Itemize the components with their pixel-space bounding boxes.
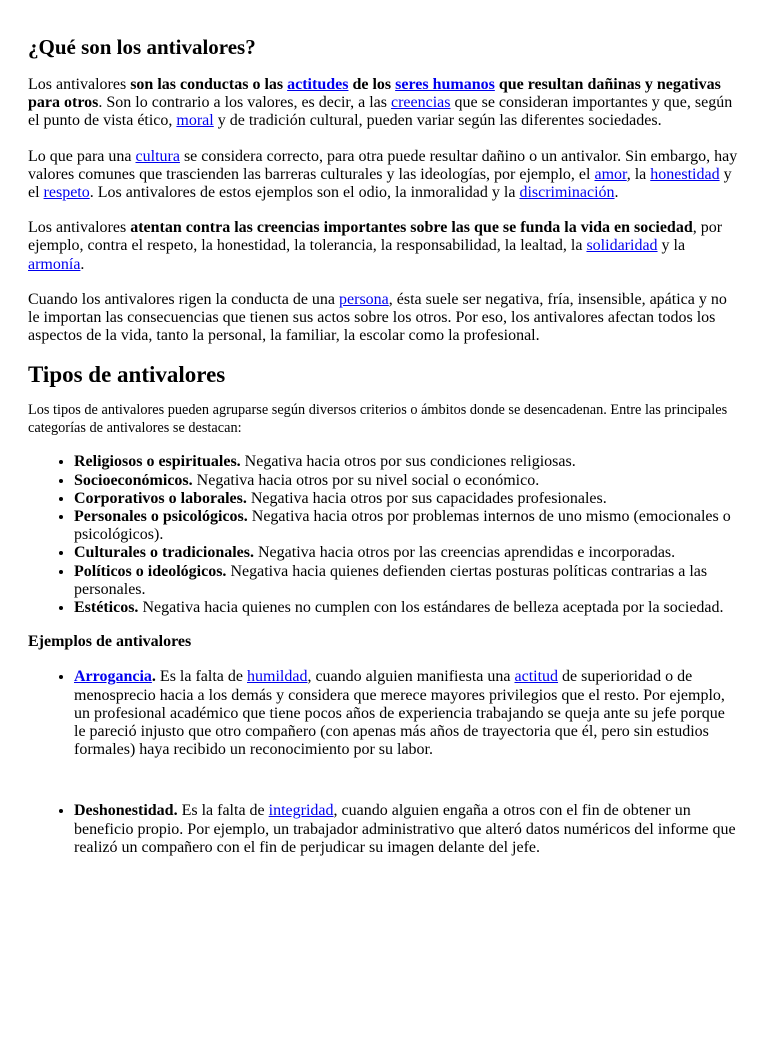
- link-seres-humanos[interactable]: seres humanos: [395, 76, 495, 93]
- list-item: • Socioeconómicos. Negativa hacia otros por su nivel social o económico.: [74, 472, 740, 490]
- paragraph-definition: Los antivalores son las conductas o las actitudes de los seres humanos que resultan dañinas y negativas para otros. Son lo contrario a los valores, es decir, a las creencias que se consideran importantes y que, según el punto de vista ético, moral y de tradición cultural, pueden variar según las diferentes sociedades.: [28, 76, 733, 130]
- list-item: • Estéticos. Negativa hacia quienes no cumplen con los estándares de belleza aceptada por la sociedad.: [74, 599, 740, 617]
- list-item: • Políticos o ideológicos. Negativa hacia quienes defienden ciertas posturas políticas contrarias a las personales.: [74, 563, 740, 599]
- link-creencias[interactable]: creencias: [390, 94, 451, 112]
- link-solidaridad[interactable]: solidaridad: [586, 237, 658, 255]
- link-humildad[interactable]: humildad: [247, 668, 308, 686]
- examples-list-2: [28, 802, 740, 857]
- list-item: • Personales o psicológicos. Negativa hacia otros por problemas internos de uno mismo (emocionales o psicológicos).: [74, 508, 740, 544]
- examples-list: [28, 668, 740, 759]
- list-item: • Culturales o tradicionales. Negativa hacia otros por las creencias aprendidas e incorporadas.: [74, 544, 740, 562]
- link-integridad[interactable]: integridad: [268, 802, 334, 820]
- types-intro: Los tipos de antivalores pueden agruparse según diversos criterios o ámbitos donde se desencadenan. Entre las principales categorías de antivalores se destacan:: [28, 402, 728, 436]
- example-arrogancia: • Arrogancia. Es la falta de humildad, cuando alguien manifiesta una actitud de superioridad o de menosprecio hacia a los demás y considera que merece mayores privilegios que el resto. Por ejemplo, un profesional académico que tiene pocos años de experiencia trabajando se queja ante su jefe porque le pareció injusto que otro compañero (con apenas más años de trayectoria que él, pero sin estudios formales) haya recibido un reconocimiento por su labor.: [74, 668, 740, 759]
- paragraph-culture: Lo que para una cultura se considera correcto, para otra puede resultar dañino o un antivalor. Sin embargo, hay valores comunes que trascienden las barreras culturales y las ideologías, por ejemplo, el amor, la honestidad y el respeto. Los antivalores de estos ejemplos son el odio, la inmoralidad y la discriminación.: [28, 147, 738, 202]
- link-cultura[interactable]: cultura: [135, 147, 180, 165]
- link-actitudes[interactable]: actitudes: [287, 76, 349, 93]
- link-discriminacion[interactable]: discriminación: [519, 184, 615, 202]
- link-moral[interactable]: moral: [176, 112, 214, 130]
- link-actitud[interactable]: actitud: [514, 668, 559, 686]
- link-honestidad[interactable]: honestidad: [650, 165, 720, 183]
- example-deshonestidad: • Deshonestidad. Es la falta de integridad, cuando alguien engaña a otros con el fin de obtener un beneficio propio. Por ejemplo, un trabajador administrativo que alteró datos numéricos del informe que realizó un compañero con el fin de perjudicar su imagen delante del jefe.: [74, 802, 740, 857]
- section-heading-tipos: Tipos de antivalores: [28, 362, 226, 388]
- paragraph-society: Los antivalores atentan contra las creencias importantes sobre las que se funda la vida en sociedad, por ejemplo, contra el respeto, la honestidad, la tolerancia, la responsabilidad, la lealtad, la solidaridad y la armonía.: [28, 219, 723, 273]
- link-respeto[interactable]: respeto: [43, 184, 90, 202]
- examples-heading: Ejemplos de antivalores: [28, 633, 192, 651]
- paragraph-conduct: Cuando los antivalores rigen la conducta de una persona, ésta suele ser negativa, fría, insensible, apática y no le importan las consecuencias que tienen sus actos sobre los otros. Por eso, los antivalores afectan todos los aspectos de la vida, tanto la personal, la familiar, la escolar como la profesional.: [28, 290, 727, 345]
- list-item: • Corporativos o laborales. Negativa hacia otros por sus capacidades profesionales.: [74, 490, 740, 508]
- article: [0, 34, 768, 857]
- page-title: ¿Qué son los antivalores?: [28, 35, 256, 59]
- link-armonia[interactable]: armonía: [28, 255, 81, 273]
- link-arrogancia[interactable]: Arrogancia: [74, 668, 152, 686]
- link-persona[interactable]: persona: [339, 290, 389, 308]
- link-amor[interactable]: amor: [594, 165, 627, 183]
- types-list: [28, 453, 740, 617]
- list-item: • Religiosos o espirituales. Negativa hacia otros por sus condiciones religiosas.: [74, 453, 740, 471]
